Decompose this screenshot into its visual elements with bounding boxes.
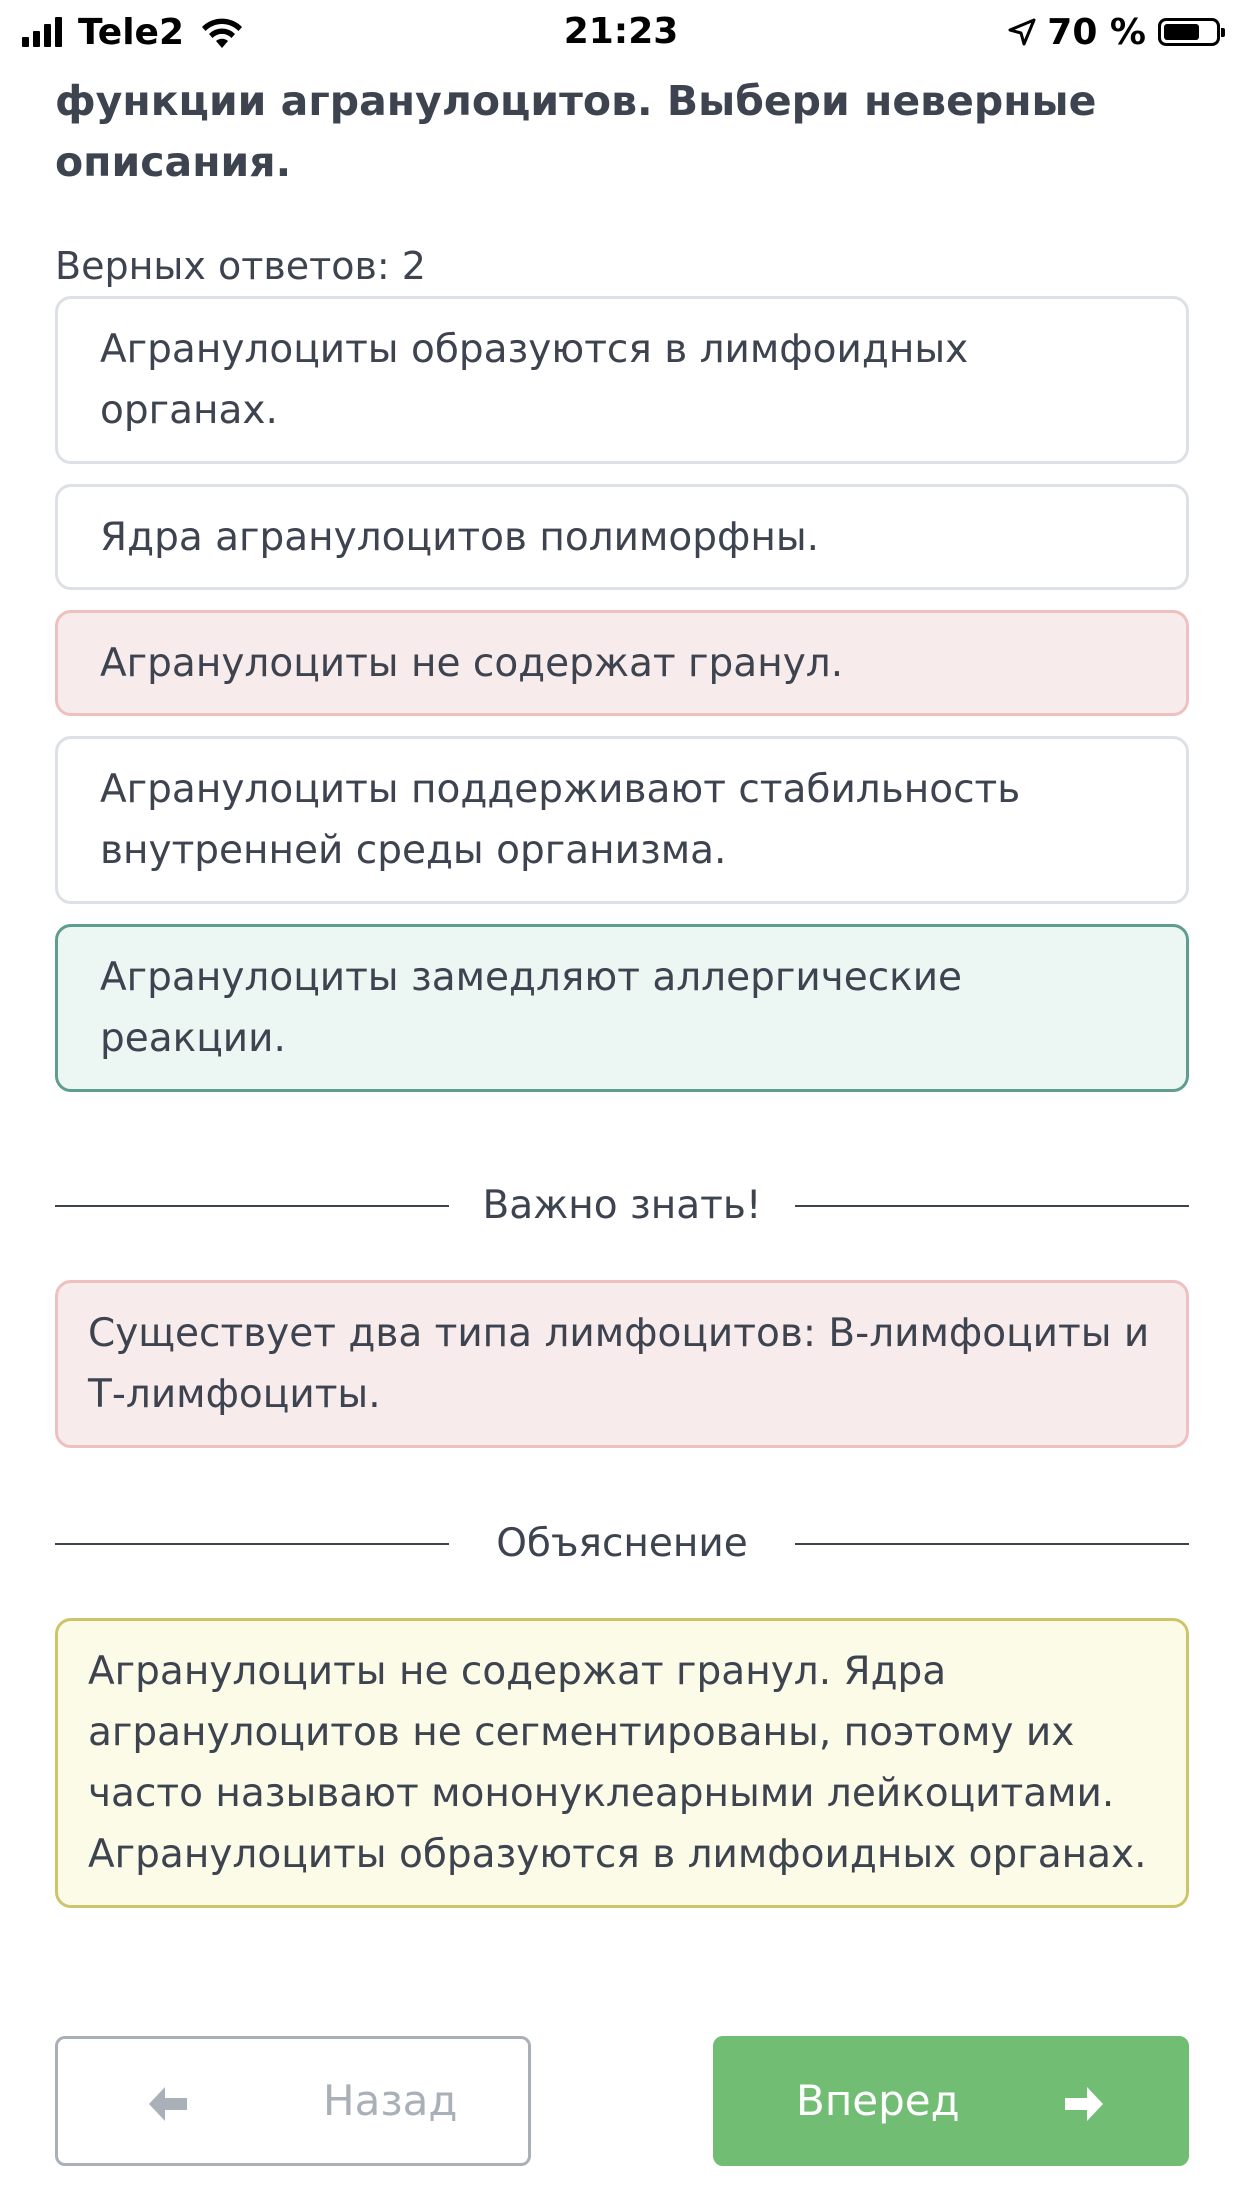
- explanation-box: [55, 1618, 1189, 1908]
- divider-line: [795, 1543, 1189, 1545]
- divider-line: [795, 1205, 1189, 1207]
- answer-option[interactable]: [55, 484, 1189, 590]
- answer-option-text: Агранулоциты поддерживают стабильность внутренней среды организма.: [100, 767, 1021, 873]
- answer-option[interactable]: [55, 736, 1189, 904]
- back-button[interactable]: [55, 2036, 531, 2166]
- next-button[interactable]: [713, 2036, 1189, 2166]
- status-bar: [0, 0, 1242, 64]
- important-divider: [55, 1176, 1189, 1236]
- correct-answers-count: Верных ответов: 2: [55, 244, 426, 288]
- answer-option[interactable]: [55, 296, 1189, 464]
- arrow-right-icon: [1061, 2081, 1107, 2127]
- important-heading: Важно знать!: [482, 1183, 762, 1228]
- clock: 21:23: [563, 11, 679, 52]
- answer-option-text: Агранулоциты не содержат гранул.: [100, 640, 844, 686]
- explanation-divider: [55, 1514, 1189, 1574]
- explanation-heading: Объяснение: [496, 1521, 748, 1566]
- question-line: функции агранулоцитов. Выбери неверные: [55, 77, 1097, 125]
- location-arrow-icon: [1007, 17, 1037, 47]
- status-right: [1007, 8, 1220, 56]
- question-line: описания.: [55, 138, 292, 186]
- arrow-left-icon: [145, 2081, 191, 2127]
- explanation-text: Агранулоциты не содержат гранул. Ядра агранулоцитов не сегментированы, поэтому их часто называют мононуклеарными лейкоцитами. Агранулоциты образуются в лимфоидных органах.: [88, 1649, 1147, 1877]
- battery-icon: [1158, 18, 1220, 46]
- answer-option-correct[interactable]: [55, 924, 1189, 1092]
- battery-percent: 70 %: [1047, 11, 1146, 53]
- next-button-label: Вперед: [796, 2076, 960, 2125]
- back-button-label: Назад: [323, 2076, 458, 2125]
- carrier-name: Tele2: [78, 11, 184, 53]
- answer-option-text: Агранулоциты замедляют аллергические реакции.: [100, 955, 963, 1061]
- answer-option-incorrect[interactable]: [55, 610, 1189, 716]
- important-text: Существует два типа лимфоцитов: В-лимфоциты и Т-лимфоциты.: [88, 1311, 1150, 1417]
- important-box: [55, 1280, 1189, 1448]
- answer-option-text: Ядра агранулоцитов полиморфны.: [100, 514, 820, 560]
- battery-level: [1164, 24, 1199, 40]
- answer-option-text: Агранулоциты образуются в лимфоидных органах.: [100, 327, 969, 433]
